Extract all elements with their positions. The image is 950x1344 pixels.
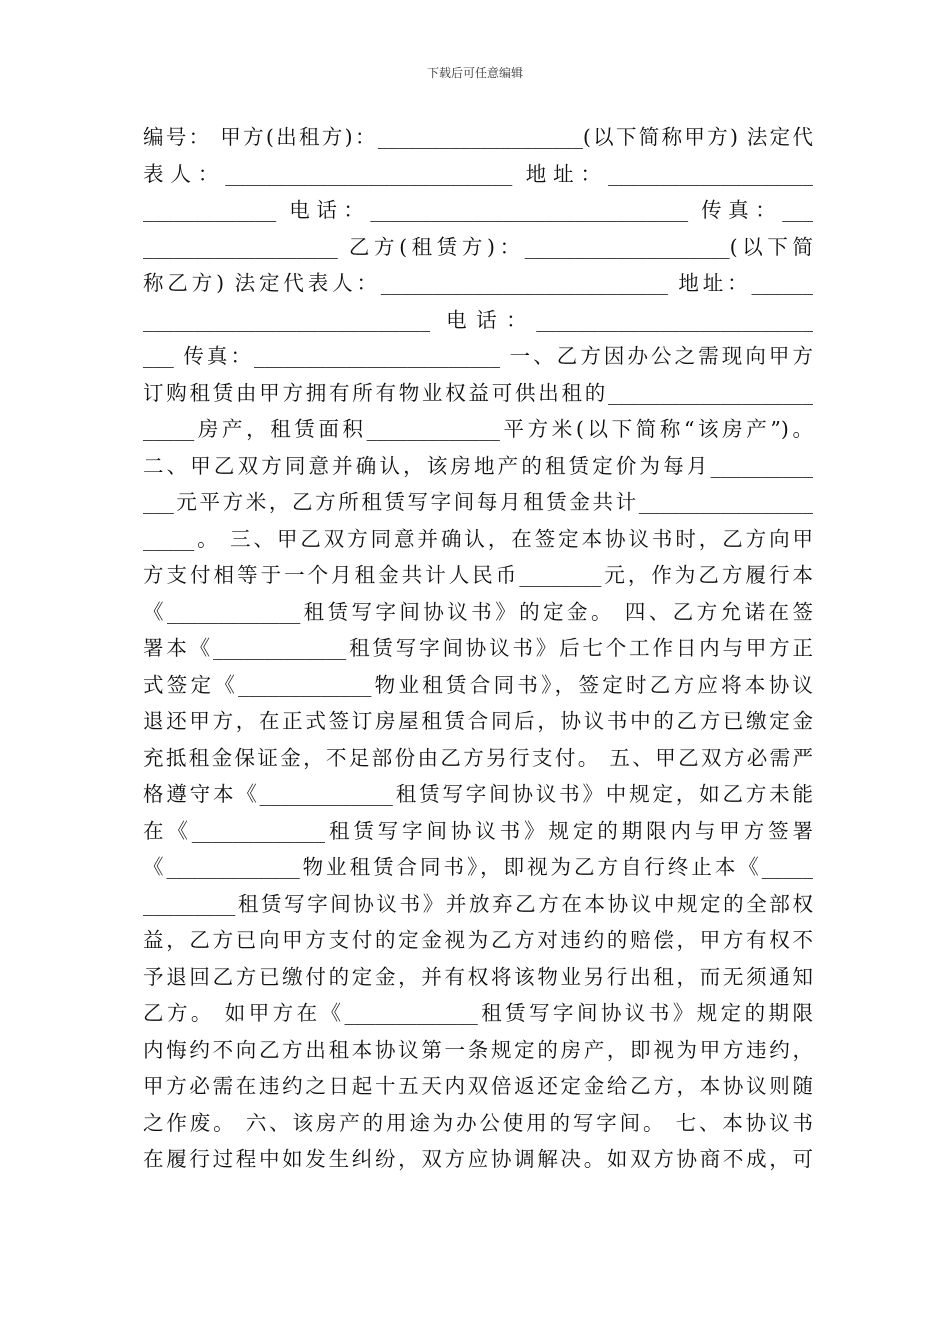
body-line: 称乙方) 法定代表人：____________________________ 地址：______ [143, 271, 813, 295]
header-note: 下载后可任意编辑 [426, 66, 523, 80]
body-line: ___元平方米，乙方所租赁写字间每月租赁金共计_________________ [143, 490, 813, 514]
body-line: 充抵租金保证金，不足部份由乙方另行支付。 五、甲乙双方必需严 [143, 745, 813, 770]
body-line: _____房产，租赁面积_____________平方米(以下简称“该房产”)。 [143, 417, 813, 441]
body-line: 表人：____________________________ 地址：____________________ [143, 161, 813, 186]
body-line: 署本《_____________租赁写字间协议书》后七个工作日内与甲方正 [143, 636, 813, 660]
body-line: ___________________ 乙方(租赁方)：____________________(以下简 [143, 234, 813, 259]
body-line: 在履行过程中如发生纠纷，双方应协调解决。如双方协商不成，可 [143, 1147, 813, 1171]
body-line: 式签定《_____________物业租赁合同书》，签定时乙方应将本协议 [143, 672, 813, 697]
body-line: 予退回乙方已缴付的定金，并有权将该物业另行出租，而无须通知 [143, 964, 813, 989]
body-line: 在《_____________租赁写字间协议书》规定的期限内与甲方签署 [143, 818, 813, 843]
body-line: _____________ 电话：_______________________________ 传真：___ [143, 198, 813, 222]
body-line: ____________________________ 电话：___________________________ [143, 307, 813, 332]
body-line: 甲方必需在违约之日起十五天内双倍返还定金给乙方，本协议则随 [143, 1074, 813, 1098]
body-line: 二、甲乙双方同意并确认，该房地产的租赁定价为每月__________ [143, 453, 813, 478]
body-line: 《_____________租赁写字间协议书》的定金。 四、乙方允诺在签 [143, 599, 813, 624]
document-body [143, 119, 813, 1178]
body-line: 编号： 甲方(出租方)：____________________(以下简称甲方) 法定代 [143, 125, 813, 149]
body-line: 退还甲方，在正式签订房屋租赁合同后，协议书中的乙方已缴定金 [143, 709, 813, 733]
body-line: 益，乙方已向甲方支付的定金视为乙方对违约的赔偿，甲方有权不 [143, 928, 813, 952]
body-line: ___ 传真：________________________ 一、乙方因办公之需现向甲方 [143, 344, 813, 368]
body-line: 订购租赁由甲方拥有所有物业权益可供出租的____________________ [143, 380, 813, 405]
body-line: 格遵守本《_____________租赁写字间协议书》中规定，如乙方未能 [143, 782, 813, 806]
body-line: 之作废。 六、该房产的用途为办公使用的写字间。 七、本协议书 [143, 1110, 813, 1135]
body-line: _____。 三、甲乙双方同意并确认，在签定本协议书时，乙方向甲 [143, 526, 813, 551]
body-line: _________租赁写字间协议书》并放弃乙方在本协议中规定的全部权 [143, 891, 813, 916]
body-line: 内悔约不向乙方出租本协议第一条规定的房产，即视为甲方违约， [143, 1037, 813, 1062]
body-line: 方支付相等于一个月租金共计人民币________元，作为乙方履行本 [143, 563, 813, 587]
body-line: 乙方。 如甲方在《_____________租赁写字间协议书》规定的期限 [143, 1001, 813, 1025]
body-line: 《_____________物业租赁合同书》，即视为乙方自行终止本《_____ [143, 855, 813, 879]
